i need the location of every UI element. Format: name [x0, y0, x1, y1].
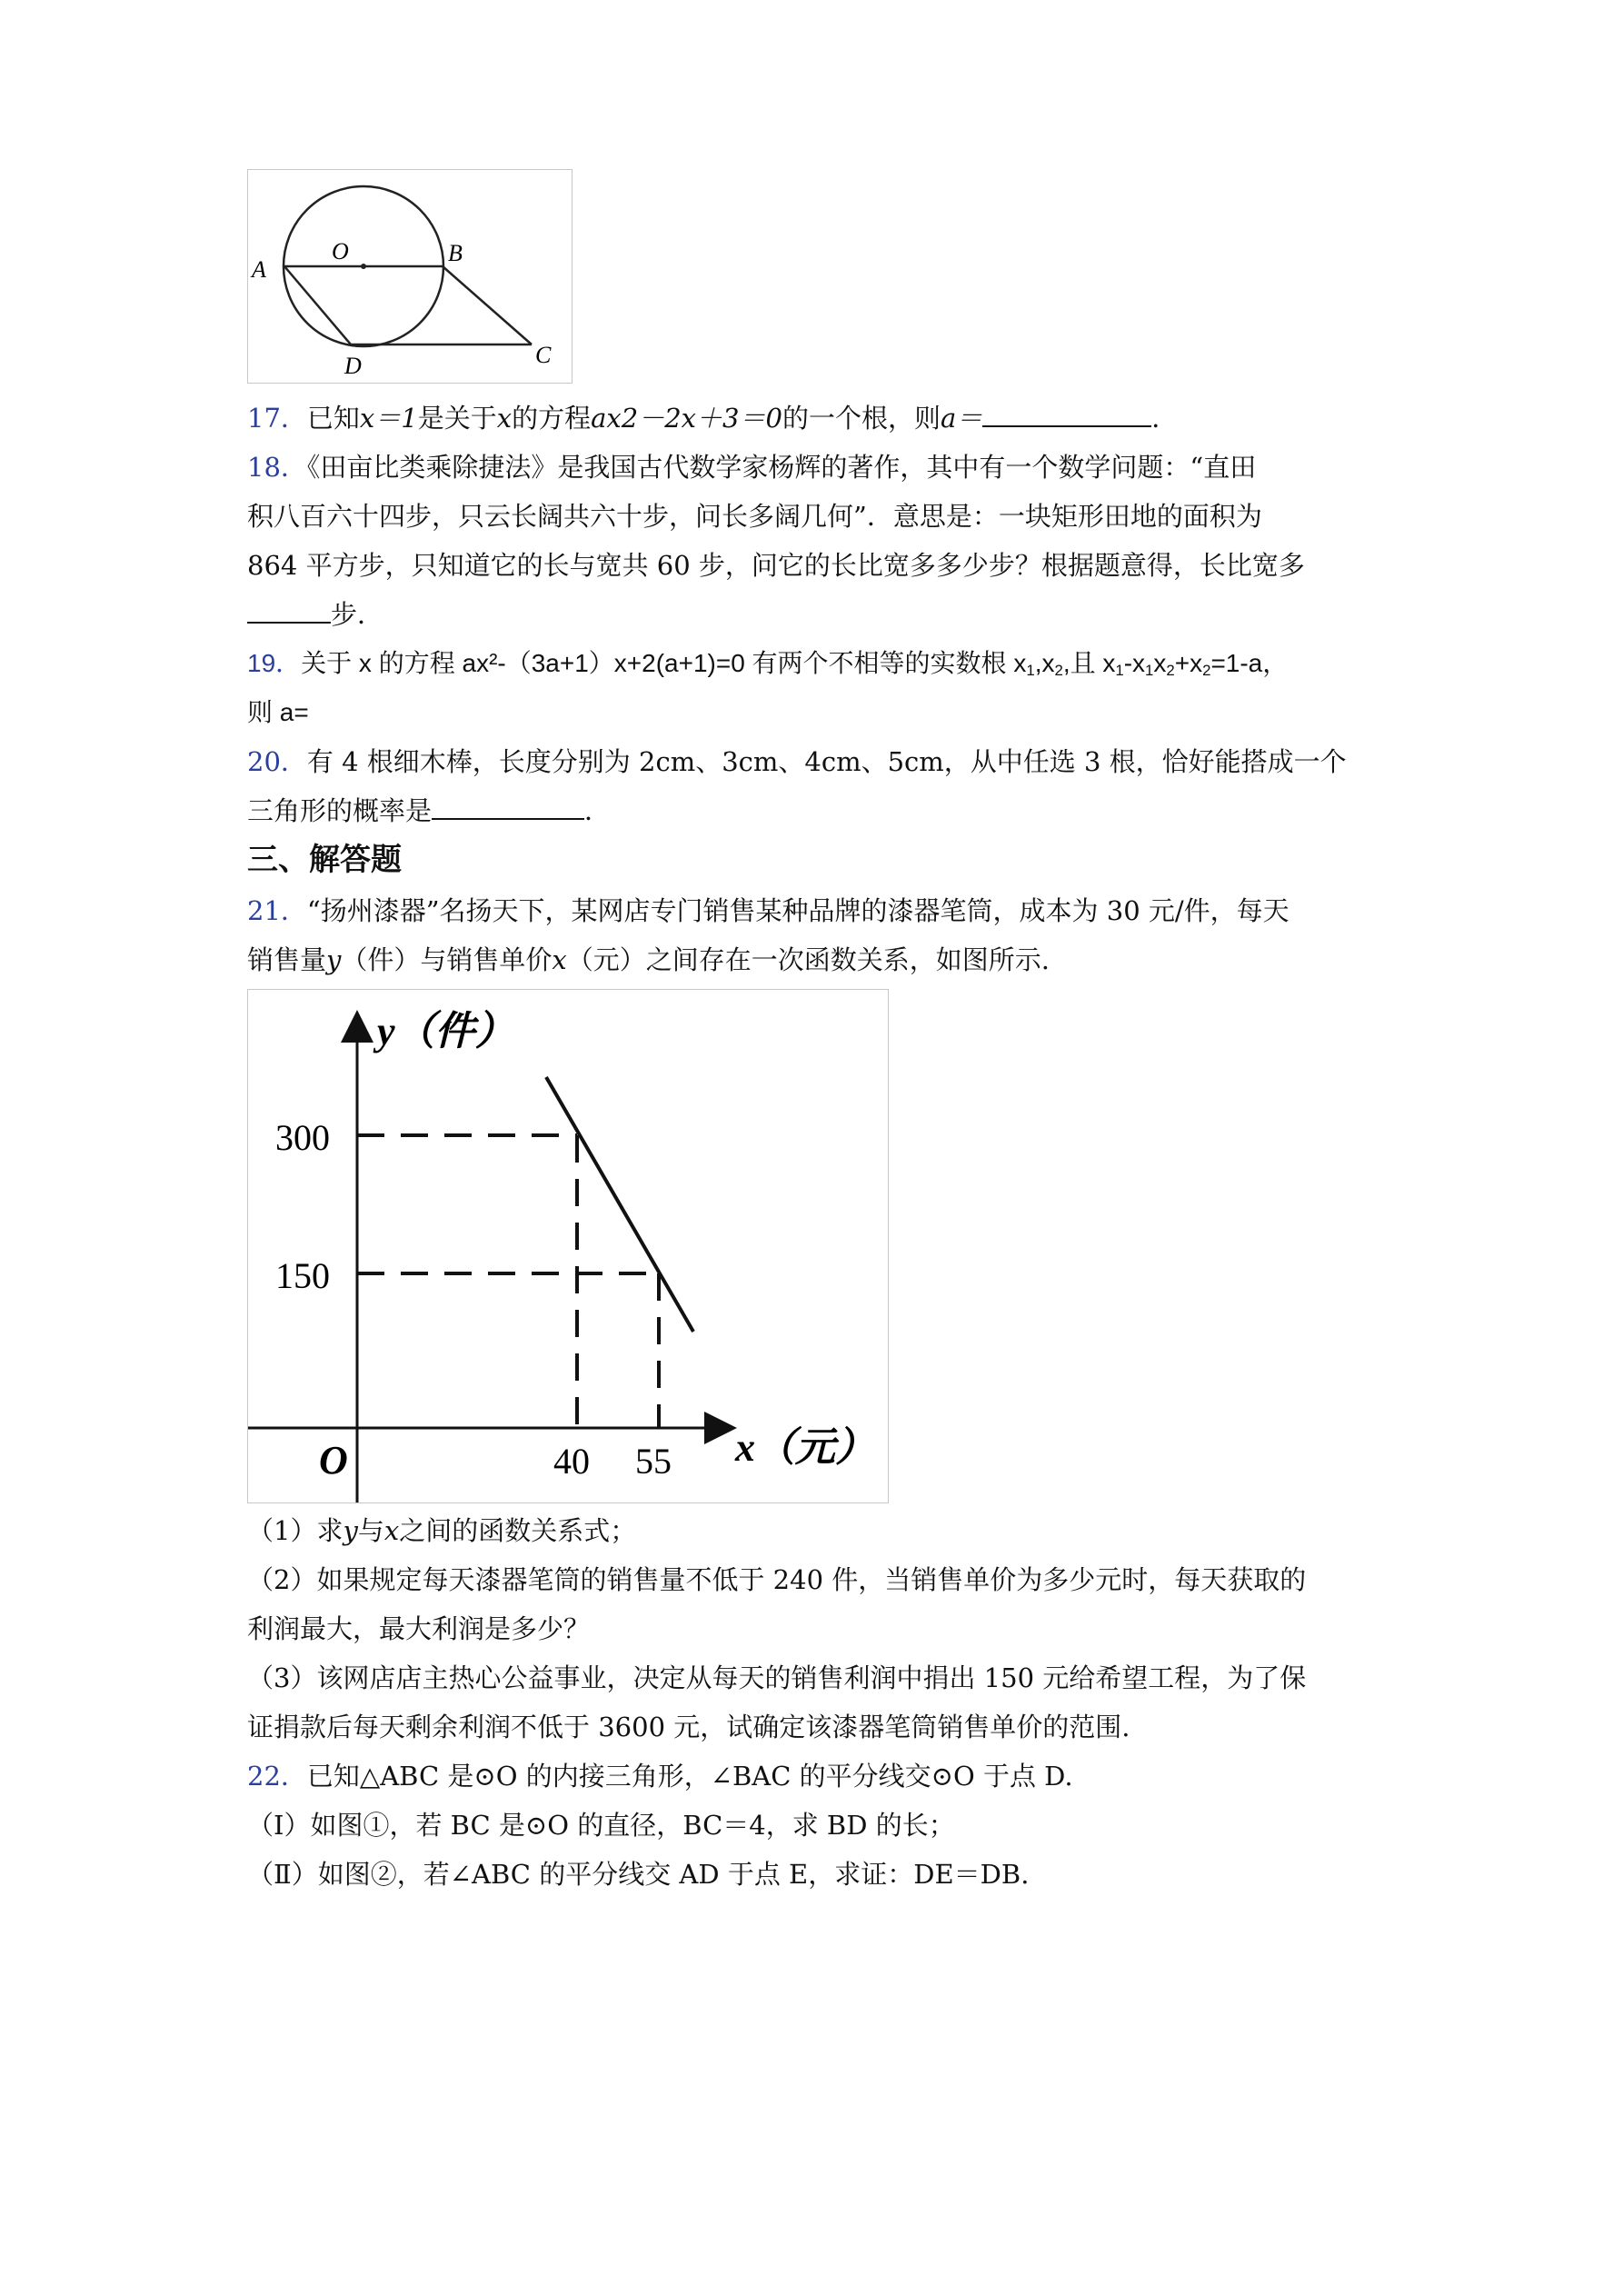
text: （元）之间存在一次函数关系，如图所示.: [566, 944, 1050, 975]
text: 销售量: [247, 944, 327, 975]
text: 与: [357, 1515, 384, 1546]
text: （件）与销售单价: [341, 944, 553, 975]
text: 的方程: [512, 403, 592, 434]
question-19-line-1: [247, 645, 1288, 689]
text: -x: [1123, 649, 1146, 677]
question-number: 17．: [247, 403, 307, 434]
y-axis-label: y（件）: [377, 1009, 515, 1053]
circle-figure-svg: [248, 170, 572, 383]
question-18-line-3: 864 平方步，只知道它的长与宽共 60 步，问它的长比宽多多少步？根据题意得，长比宽多: [247, 550, 1305, 581]
text: 三角形的概率是: [247, 795, 433, 826]
label-d: D: [344, 353, 362, 379]
subscript: 1: [1145, 662, 1154, 680]
question-number: 20．: [247, 746, 307, 777]
x-tick-label: 40: [553, 1441, 590, 1482]
question-21-line-1: [247, 893, 1289, 929]
text: 关于 x 的方程 ax²-（3a+1）x+2(a+1)=0 有两个不相等的实数根 x: [301, 649, 1027, 677]
question-22-part-2: （Ⅱ）如图②，若∠ABC 的平分线交 AD 于点 E，求证：DE＝DB.: [247, 1859, 1030, 1890]
math-condition: x＝1: [359, 403, 418, 434]
question-22-line-1: [247, 1758, 1073, 1794]
text: 《田亩比类乘除捷法》是我国古代数学家杨辉的著作，其中有一个数学问题：“直田: [306, 452, 1257, 483]
text: ．: [584, 795, 612, 826]
text: 已知: [306, 403, 360, 434]
x-tick-label: 55: [635, 1441, 672, 1482]
line-bc: [443, 266, 532, 344]
y-tick-label: 300: [275, 1117, 330, 1158]
x-axis-label: x（元）: [735, 1425, 875, 1470]
question-21-part-2-line-2: 利润最大，最大利润是多少？: [247, 1613, 591, 1644]
math-equation: ax2－2x＋3＝0: [591, 403, 782, 434]
circle-figure: [247, 169, 573, 384]
question-20-line-1: [247, 744, 1347, 780]
subscript: 1: [1115, 662, 1124, 680]
question-18-line-2: 积八百六十四步，只云长阔共六十步，问长多阔几何”．意思是：一块矩形田地的面积为: [247, 501, 1262, 532]
question-18-line-4: [247, 596, 383, 633]
question-number: 21．: [247, 895, 307, 926]
question-17: [247, 400, 1178, 436]
y-tick-label: 150: [275, 1255, 330, 1296]
question-21-part-3-line-2: 证捐款后每天剩余利润不低于 3600 元，试确定该漆器笔筒销售单价的范围.: [247, 1712, 1130, 1742]
answer-blank[interactable]: [982, 400, 1151, 427]
text: 已知△ABC 是⊙O 的内接三角形，∠BAC 的平分线交⊙O 于点 D.: [306, 1761, 1073, 1792]
sales-graph: [247, 989, 889, 1503]
text: 是关于: [417, 403, 497, 434]
question-19-line-2: 则 a=: [247, 698, 309, 726]
text: +x: [1174, 649, 1203, 677]
center-dot: [361, 264, 366, 269]
question-22-part-1: （Ⅰ）如图①，若 BC 是⊙O 的直径，BC＝4，求 BD 的长；: [247, 1810, 955, 1841]
question-20-line-2: [247, 793, 611, 829]
text: x: [1153, 649, 1167, 677]
label-b: B: [448, 240, 463, 266]
math-var: y: [343, 1515, 358, 1546]
text: =1-a，: [1210, 649, 1289, 677]
math-var: y: [326, 944, 342, 975]
math-var: x: [496, 403, 513, 434]
math-var: x: [552, 944, 567, 975]
question-number: 18．: [247, 452, 307, 483]
text: 之间的函数关系式；: [399, 1515, 637, 1546]
question-18-line-1: [247, 449, 1256, 485]
text: 的一个根，则: [782, 403, 941, 434]
answer-blank[interactable]: [432, 793, 584, 820]
label-o: O: [332, 238, 349, 265]
label-a: A: [252, 256, 266, 283]
question-21-part-3-line-1: （3）该网店店主热心公益事业，决定从每天的销售利润中捐出 150 元给希望工程，为了保: [247, 1662, 1307, 1693]
subscript: 2: [1054, 662, 1063, 680]
question-number: 22．: [247, 1761, 307, 1792]
question-21-line-2: [247, 942, 1050, 978]
question-21-part-1: [247, 1512, 636, 1549]
math-answer-var: a＝: [940, 403, 983, 434]
text: （1）求: [247, 1515, 344, 1546]
text: ．: [1151, 403, 1179, 434]
subscript: 2: [1202, 662, 1211, 680]
math-var: x: [383, 1515, 400, 1546]
text: “扬州漆器”名扬天下，某网店专门销售某种品牌的漆器笔筒，成本为 30 元/件，每天: [306, 895, 1289, 926]
subscript: 1: [1026, 662, 1035, 680]
answer-blank[interactable]: [247, 596, 331, 624]
question-21-part-2-line-1: （2）如果规定每天漆器笔筒的销售量不低于 240 件，当销售单价为多少元时，每天获取的: [247, 1564, 1307, 1595]
sales-graph-svg: [248, 990, 888, 1502]
text: 步．: [331, 599, 384, 630]
question-number: 19．: [247, 649, 302, 677]
text: ,x: [1034, 649, 1055, 677]
subscript: 2: [1166, 662, 1175, 680]
text: 有 4 根细木棒，长度分别为 2cm、3cm、4cm、5cm，从中任选 3 根，恰好能搭成一个: [306, 746, 1347, 777]
origin-label: O: [319, 1438, 348, 1482]
label-c: C: [535, 342, 552, 368]
function-line: [546, 1077, 693, 1332]
text: ,且 x: [1062, 649, 1116, 677]
section-heading: 三、解答题: [247, 842, 402, 878]
